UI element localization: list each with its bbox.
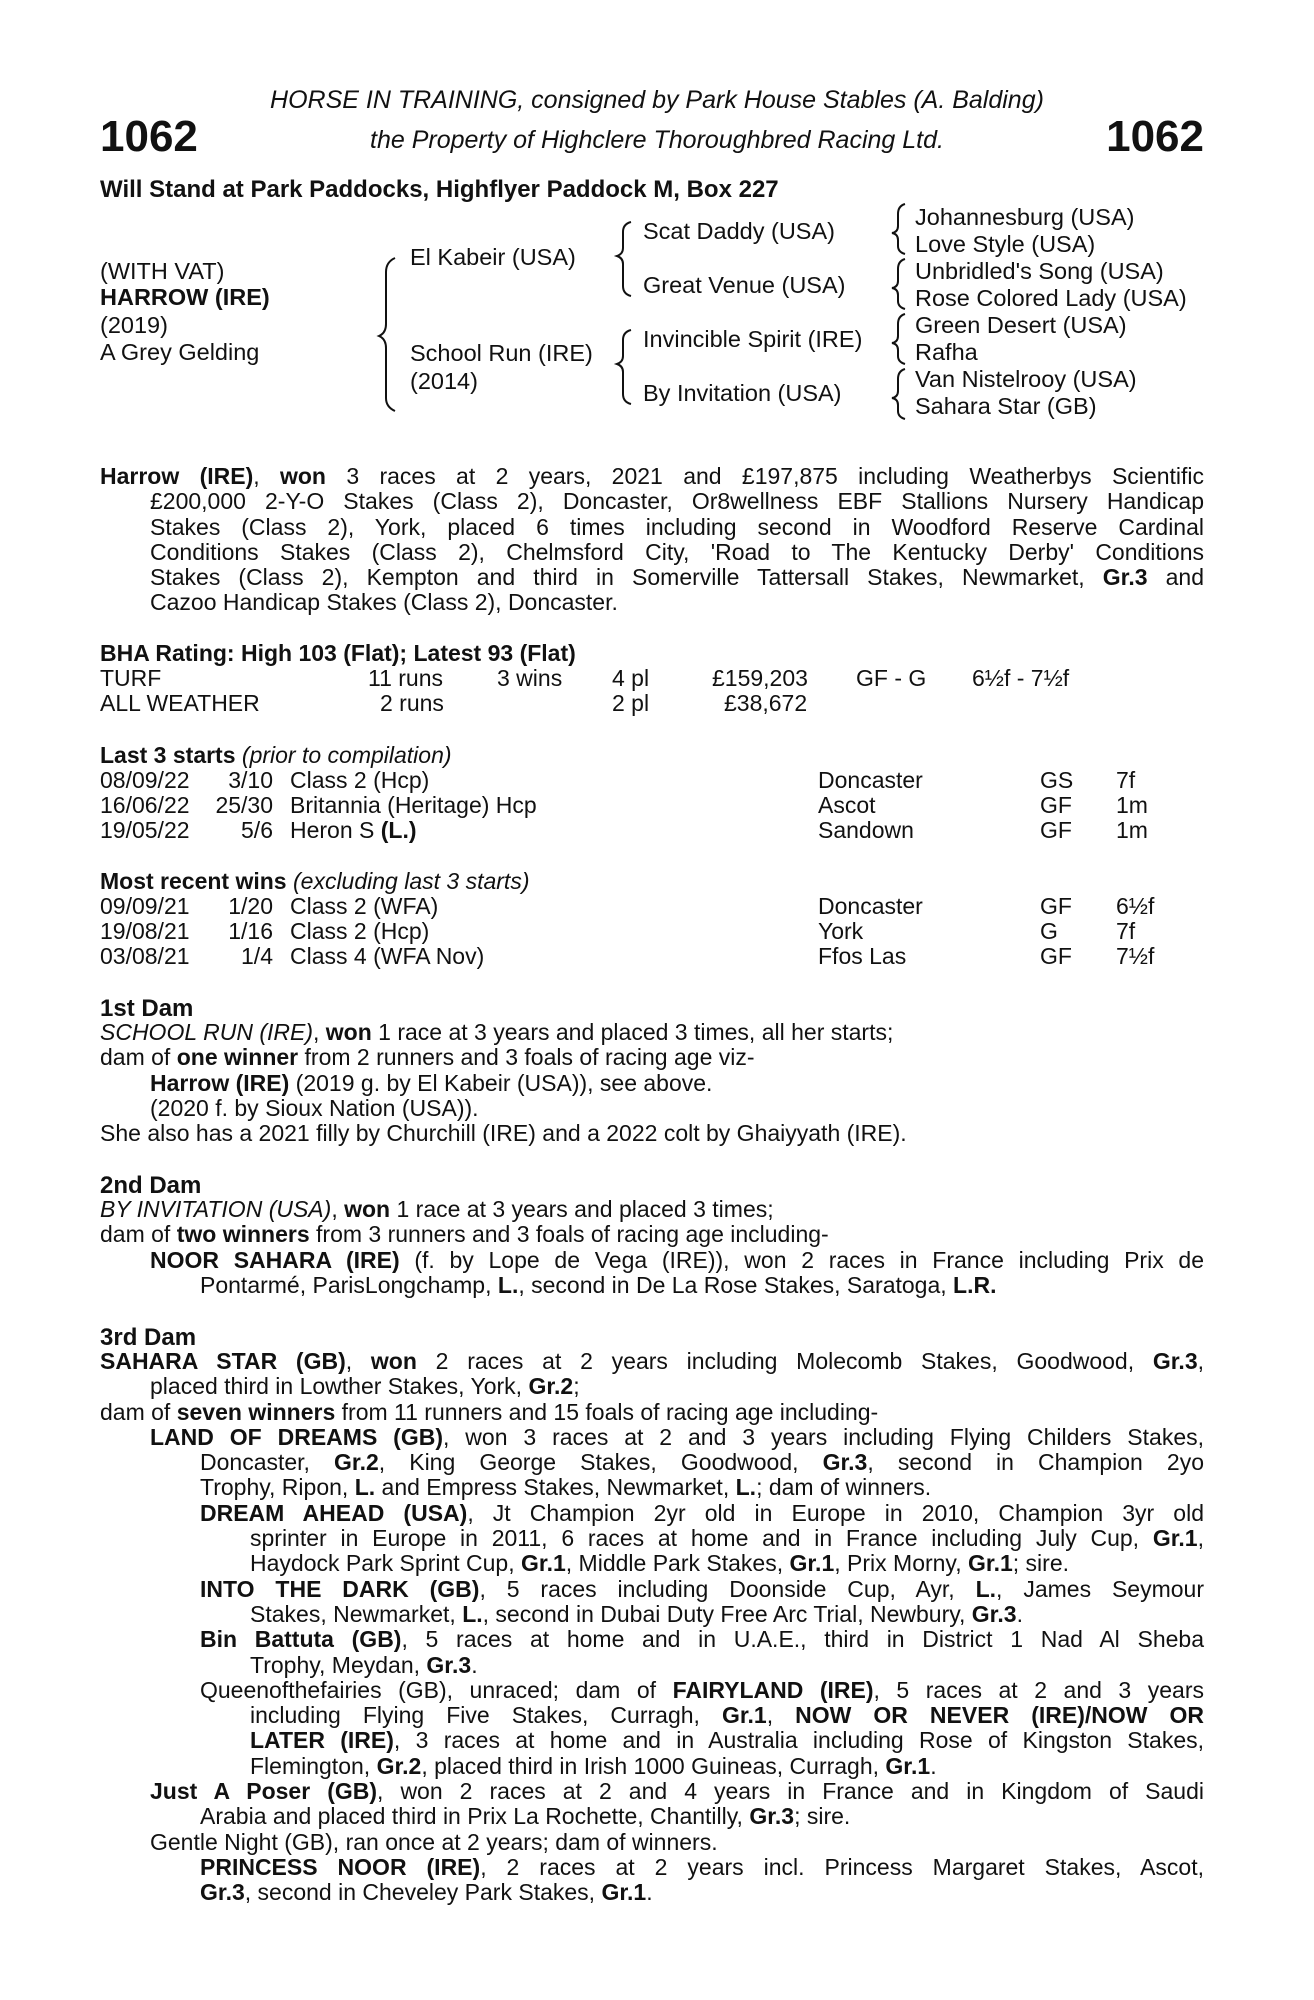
- recent-wins-title: Most recent wins (excluding last 3 starts): [100, 868, 530, 894]
- pedigree-g3-5: Green Desert (USA): [915, 312, 1127, 338]
- just-a-poser-entry: Just A Poser (GB), won 2 races at 2 and 4 years in France and in Kingdom of Saudi: [150, 1778, 1204, 1805]
- dam2-title: 2nd Dam: [100, 1172, 202, 1199]
- pedigree-g3-4: Rose Colored Lady (USA): [915, 285, 1187, 311]
- pedigree-g3-8: Sahara Star (GB): [915, 393, 1097, 419]
- vat-note: (WITH VAT): [100, 258, 225, 284]
- pedigree-dam-sire: Invincible Spirit (IRE): [643, 326, 863, 352]
- summary-horse-name: Harrow (IRE): [100, 463, 254, 489]
- pedigree-sire-sire: Scat Daddy (USA): [643, 218, 835, 244]
- dam3-title: 3rd Dam: [100, 1324, 197, 1351]
- gentle-night-entry: Gentle Night (GB), ran once at 2 years; dam of winners.: [150, 1828, 718, 1855]
- rating-title: BHA Rating: High 103 (Flat); Latest 93 (Flat): [100, 640, 576, 666]
- horse-description: A Grey Gelding: [100, 339, 260, 365]
- pedigree-dam-year: (2014): [410, 368, 478, 394]
- lot-number-right: 1062: [1106, 112, 1204, 161]
- pedigree-g3-7: Van Nistelrooy (USA): [915, 366, 1137, 392]
- summary-won: won: [279, 463, 326, 489]
- consignor-line: HORSE IN TRAINING, consigned by Park House Stables (A. Balding): [270, 86, 1044, 114]
- pedigree-g3-2: Love Style (USA): [915, 231, 1096, 257]
- dam2-section: BY INVITATION (USA), won 1 race at 3 years and placed 3 times; dam of two winners from 3 runners and 3 foals of racing age including- NOOR SAHARA (IRE) (f. by Lope de Vega (IRE)), won 2 races in France including Prix de Pontarmé, ParisLongchamp, L., second in De La Rose Stakes, Saratoga, L.R.: [100, 1196, 1204, 1298]
- last3-title: Last 3 starts (prior to compilation): [100, 742, 452, 768]
- owner-line: the Property of Highclere Thoroughbred Racing Ltd.: [370, 126, 944, 154]
- lot-number-left: 1062: [100, 112, 198, 161]
- dam3-section: SAHARA STAR (GB), won 2 races at 2 years including Molecomb Stakes, Goodwood, Gr.3, placed third in Lowther Stakes, York, Gr.2; dam of seven winners from 11 runners and 15 foals of racing age including- LAND OF DREAMS (GB), won 3 races at 2 and 3 years including Flying Childers Stakes, Doncaster, Gr.2, King George Stakes, Goodwood, Gr.3, second in Champion 2yo Trophy, Ripon, L. and Empress Stakes, Newmarket, L.; dam of winners. DREAM AHEAD (USA), Jt Champion 2yr old in Europe in 2010, Champion 3yr old sprinter in Europe in 2011, 6 races at home and in France including July Cup, Gr.1, Haydock Park Sprint Cup, Gr.1, Middle Park Stakes, Gr.1, Prix Morny, Gr.1; sire. INTO THE DARK (GB), 5 races including Doonside Cup, Ayr, L., James Seymour Stakes, Newmarket, L., second in Dubai Duty Free Arc Trial, Newbury, Gr.3. Bin Battuta (GB), 5 races at home and in U.A.E., third in District 1 Nad Al Sheba Trophy, Meydan, Gr.3. Queenofthefairies (GB), unraced; dam of FAIRYLAND (IRE), 5 races at 2 and 3 years including Flying Five Stakes, Curragh, Gr.1, NOW OR NEVER (IRE)/NOW OR LATER (IRE), 3 races at home and in Australia including Rose of Kingston Stakes, Flemington, Gr.2, placed third in Irish 1000 Guineas, Curragh, Gr.1. Just A Poser (GB), won 2 races at 2 and 4 years in France and in Kingdom of Saudi Arabia and placed third in Prix La Rochette, Chantilly, Gr.3; sire. Gentle Night (GB), ran once at 2 years; dam of winners. PRINCESS NOOR (IRE), 2 races at 2 years incl. Princess Margaret Stakes, Ascot, Gr.3, second in Cheveley Park Stakes, Gr.1.: [100, 1348, 1205, 1906]
- princess-noor-entry: PRINCESS NOOR (IRE), 2 races at 2 years incl. Princess Margaret Stakes, Ascot, Gr.3, second in Cheveley Park Stakes, Gr.1.: [200, 1853, 1204, 1906]
- land-of-dreams-entry: LAND OF DREAMS (GB), won 3 races at 2 and 3 years including Flying Childers Stakes, Doncaster, Gr.2, King George Stakes, Goodwood, Gr.3, second in Champion 2yo Trophy, Ripon, L. and Empress Stakes, Newmarket, L.; dam of winners. DREAM AHEAD (USA), Jt Champion 2yr old in Europe in 2010, Champion 3yr old sprinter in Europe in 2011, 6 races at home and in France including July Cup, Gr.1, Haydock Park Sprint Cup, Gr.1, Middle Park Stakes, Gr.1, Prix Morny, Gr.1; sire. INTO THE DARK (GB), 5 races including Doonside Cup, Ayr, L., James Seymour Stakes, Newmarket, L., second in Dubai Duty Free Arc Trial, Newbury, Gr.3. Bin Battuta (GB), 5 races at home and in U.A.E., third in District 1 Nad Al Sheba Trophy, Meydan, Gr.3. Queenofthefairies (GB), unraced; dam of FAIRYLAND (IRE), 5 races at 2 and 3 years including Flying Five Stakes, Curragh, Gr.1, NOW OR NEVER (IRE)/NOW OR LATER (IRE), 3 races at home and in Australia including Rose of Kingston Stakes, Flemington, Gr.2, placed third in Irish 1000 Guineas, Curragh, Gr.1. Just A Poser (GB), won 2 races at 2 and 4 years in France and in Kingdom of Saudi Arabia and placed third in Prix La Rochette, Chantilly, Gr.3; sire. Gentle Night (GB), ran once at 2 years; dam of winners. PRINCESS NOOR (IRE), 2 races at 2 years incl. Princess Margaret Stakes, Ascot, Gr.3, second in Cheveley Park Stakes, Gr.1.: [150, 1423, 1205, 1906]
- pedigree-g3-6: Rafha: [915, 339, 978, 365]
- pedigree-sire: El Kabeir (USA): [410, 244, 576, 270]
- pedigree-dam-dam: By Invitation (USA): [643, 380, 842, 406]
- stand-location: Will Stand at Park Paddocks, Highflyer Paddock M, Box 227: [100, 176, 779, 203]
- catalogue-page: 1062 1062 HORSE IN TRAINING, consigned by Park House Stables (A. Balding) the Property of Highclere Thoroughbred Racing Ltd. Will Stand at Park Paddocks, Highflyer Paddock M, Box 227 (WITH VAT) HARROW (IRE) (2019) A Grey Gelding El Kabeir (USA) School Run (IRE) (2014) Scat Daddy (USA) Great Venue (USA) Invincible Spirit (IRE) By Invitation (USA) Johannesburg (USA) Love Style (USA) Unbridled's Song (USA) Rose Colored Lady (USA) Green Desert (USA) Rafha Van Nistelrooy (USA) Sahara Star (GB) Harrow (IRE), won 3 races at 2 years, 2021 and £197,875 including Weatherbys Scientific £200,000 2-Y-O Stakes (Class 2), Doncaster, Or8wellness EBF Stallions Nursery Handicap Stakes (Class 2), York, placed 6 times including second in Woodford Reserve Cardinal Conditions Stakes (Class 2), Chelmsford City, 'Road to The Kentucky Derby' Conditions Stakes (Class 2), Kempton and third in Somerville Tattersall Stakes, Newmarket, Gr.3 and Cazoo Handicap Stakes (Class 2), Doncaster. BHA Rating: High 103 (Flat); Latest 93 (Flat) TURF 11 runs 3 wins 4 pl £159,203 GF - G 6½f - 7½f ALL WEATHER 2 runs 2 pl £38,672 Last 3 starts (prior to compilation) 08/09/22 3/10 Class 2 (Hcp) Doncaster GS 7f 16/06/22 25/30 Britannia (Heritage) Hcp Ascot GF 1m 19/05/22 5/6 Heron S (L.) Sandown GF 1m Most recent wins (excluding last 3 starts) 09/09/21 1/20 Class 2 (WFA) Doncaster GF 6½f 19/08/21 1/16 Class 2 (Hcp) York G 7f 03/08/21 1/4 Class 4 (WFA Nov) Ffos Las GF 7½f 1st Dam SCHOOL RUN (IRE), won 1 race at 3 years and placed 3 times, all her starts; dam of one winner from 2 runners and 3 foals of racing age viz- Harrow (IRE) (2019 g. by El Kabeir (USA)), see above. (2020 f. by Sioux Nation (USA)). She also has a 2021 filly by Churchill (IRE) and a 2022 colt by Ghaiyyath (IRE). 2nd Dam BY INVITATION (USA), won 1 race at 3 years and placed 3 times; dam of two winners from 3 runners and 3 foals of racing age including- NOOR SAHARA (IRE) (f. by Lope de Vega (IRE)), won 2 races in France including Prix de Pontarmé, ParisLongchamp, L., second in De La Rose Stakes, Saratoga, L.R. 3rd Dam SAHARA STAR (GB), won 2 races at 2 years including Molecomb Stakes, Goodwood, Gr.3, placed third in Lowther Stakes, York, Gr.2; dam of seven winners from 11 runners and 15 foals of racing age including- LAND OF DREAMS (GB), won 3 races at 2 and 3 years including Flying Childers Stakes, Doncaster, Gr.2, King George Stakes, Goodwood, Gr.3, second in Champion 2yo Trophy, Ripon, L. and Empress Stakes, Newmarket, L.; dam of winners. DREAM AHEAD (USA), Jt Champion 2yr old in Europe in 2010, Champion 3yr old sprinter in Europe in 2011, 6 races at home and in France including July Cup, Gr.1, Haydock Park Sprint Cup, Gr.1, Middle Park Stakes, Gr.1, Prix Morny, Gr.1; sire. INTO THE DARK (GB), 5 races including Doonside Cup, Ayr, L., James Seymour Stakes, Newmarket, L., second in Dubai Duty Free Arc Trial, Newbury, Gr.3. Bin Battuta (GB), 5 races at home and in U.A.E., third in District 1 Nad Al Sheba Trophy, Meydan, Gr.3. Queenofthefairies (GB), unraced; dam of FAIRYLAND (IRE), 5 races at 2 and 3 years including Flying Five Stakes, Curragh, Gr.1, NOW OR NEVER (IRE)/NOW OR LATER (IRE), 3 races at home and in Australia including Rose of Kingston Stakes, Flemington, Gr.2, placed third in Irish 1000 Guineas, Curragh, Gr.1. Just A Poser (GB), won 2 races at 2 and 4 years in France and in Kingdom of Saudi Arabia and placed third in Prix La Rochette, Chantilly, Gr.3; sire. Gentle Night (GB), ran once at 2 years; dam of winners. PRINCESS NOOR (IRE), 2 races at 2 years incl. Princess Margaret Stakes, Ascot, Gr.3, second in Cheveley Park Stakes, Gr.1.: [0, 0, 1314, 2000]
- bin-battuta-entry: Bin Battuta (GB), 5 races at home and in U.A.E., third in District 1 Nad Al Sheba: [200, 1626, 1204, 1653]
- horse-name: HARROW (IRE): [100, 284, 270, 310]
- race-summary: Harrow (IRE), won 3 races at 2 years, 2021 and £197,875 including Weatherbys Scientific £200,000 2-Y-O Stakes (Class 2), Doncaster, Or8wellness EBF Stallions Nursery Handicap Stakes (Class 2), York, placed 6 times including second in Woodford Reserve Cardinal Conditions Stakes (Class 2), Chelmsford City, 'Road to The Kentucky Derby' Conditions Stakes (Class 2), Kempton and third in Somerville Tattersall Stakes, Newmarket, Gr.3 and Cazoo Handicap Stakes (Class 2), Doncaster.: [100, 463, 1204, 616]
- dam1-title: 1st Dam: [100, 995, 194, 1022]
- queenofthefairies-entry: Queenofthefairies (GB), unraced; dam of FAIRYLAND (IRE), 5 races at 2 and 3 years: [200, 1676, 1204, 1703]
- pedigree-g3-3: Unbridled's Song (USA): [915, 258, 1164, 284]
- foaling-year: (2019): [100, 312, 168, 338]
- pedigree-sire-dam: Great Venue (USA): [643, 272, 846, 298]
- dam1-section: SCHOOL RUN (IRE), won 1 race at 3 years and placed 3 times, all her starts; dam of one winner from 2 runners and 3 foals of racing age viz- Harrow (IRE) (2019 g. by El Kabeir (USA)), see above. (2020 f. by Sioux Nation (USA)). She also has a 2021 filly by Churchill (IRE) and a 2022 colt by Ghaiyyath (IRE).: [100, 1019, 907, 1147]
- pedigree-g3-1: Johannesburg (USA): [915, 204, 1135, 230]
- pedigree-dam: School Run (IRE): [410, 340, 593, 366]
- into-the-dark-entry: INTO THE DARK (GB), 5 races including Doonside Cup, Ayr, L., James Seymour: [200, 1575, 1204, 1602]
- dream-ahead-entry: DREAM AHEAD (USA), Jt Champion 2yr old in Europe in 2010, Champion 3yr old: [200, 1499, 1204, 1526]
